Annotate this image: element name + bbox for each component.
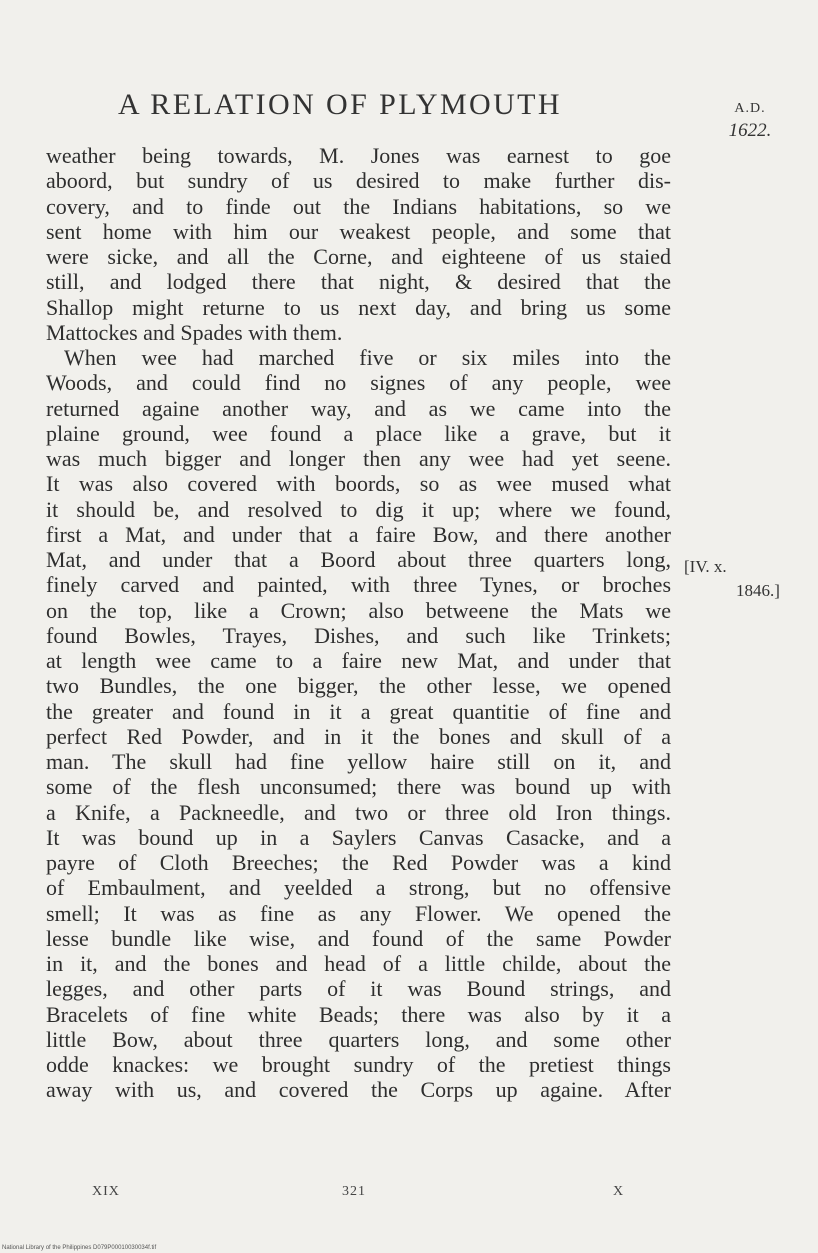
text-line: odde knackes: we brought sundry of the pretiest things	[46, 1052, 671, 1077]
text-line: the greater and found in it a great quantitie of fine and	[46, 698, 671, 724]
text-line: first a Mat, and under that a faire Bow, and there another	[46, 521, 671, 547]
signature-mark-left: XIX	[92, 1184, 120, 1199]
text-line: aboord, but sundry of us desired to make further dis-	[46, 168, 671, 194]
text-line: was much bigger and longer then any wee had yet seene.	[46, 446, 671, 471]
text-line: were sicke, and all the Corne, and eighteene of us staied	[46, 244, 671, 269]
margin-reference	[684, 555, 780, 603]
text-line: It was bound up in a Saylers Canvas Casacke, and a	[46, 824, 671, 850]
text-line: returned againe another way, and as we came into the	[46, 395, 671, 421]
running-title: A RELATION OF PLYMOUTH	[118, 88, 562, 121]
text-line: payre of Cloth Breeches; the Red Powder was a kind	[46, 850, 671, 875]
text-line: Bracelets of fine white Beads; there was also by it a	[46, 1001, 671, 1027]
margin-date	[720, 98, 780, 142]
year-label: 1622.	[728, 120, 772, 141]
text-line: sent home with him our weakest people, and some that	[46, 218, 671, 244]
text-line: on the top, like a Crown; also betweene the Mats we	[46, 597, 671, 623]
text-line: found Bowles, Trayes, Dishes, and such like Trinkets;	[46, 622, 671, 648]
text-line: Mat, and under that a Boord about three quarters long,	[46, 547, 671, 572]
text-line: Woods, and could find no signes of any people, wee	[46, 370, 671, 396]
text-line: it should be, and resolved to dig it up; where we found,	[46, 496, 671, 522]
text-line: lesse bundle like wise, and found of the same Powder	[46, 925, 671, 951]
text-line: covery, and to finde out the Indians habitations, so we	[46, 193, 671, 219]
body-text	[46, 143, 671, 1103]
text-line: Shallop might returne to us next day, and bring us some	[46, 294, 671, 320]
text-line: at length wee came to a faire new Mat, and under that	[46, 648, 671, 673]
text-line: Mattockes and Spades with them.	[46, 319, 343, 345]
text-line: perfect Red Powder, and in it the bones and skull of a	[46, 723, 671, 749]
text-line: some of the flesh unconsumed; there was bound up with	[46, 774, 671, 800]
text-line: finely carved and painted, with three Tynes, or broches	[46, 572, 671, 598]
text-line: a Knife, a Packneedle, and two or three old Iron things.	[46, 799, 671, 825]
text-line: little Bow, about three quarters long, and some other	[46, 1026, 671, 1052]
text-line: When wee had marched five or six miles into the	[64, 345, 671, 370]
text-line: still, and lodged there that night, & desired that the	[46, 269, 671, 295]
ad-label: A.D.	[734, 101, 766, 116]
text-line: of Embaulment, and yeelded a strong, but no offensive	[46, 875, 671, 901]
scan-credit: National Library of the Philippines D079P00010030034f.tif	[2, 1245, 157, 1251]
text-line: plaine ground, wee found a place like a grave, but it	[46, 420, 671, 446]
text-line: weather being towards, M. Jones was earnest to goe	[46, 143, 671, 168]
signature-mark-right: X	[613, 1184, 625, 1199]
text-line: legges, and other parts of it was Bound strings, and	[46, 976, 671, 1002]
text-line: It was also covered with boords, so as wee mused what	[46, 471, 671, 497]
text-line: smell; It was as fine as any Flower. We opened the	[46, 900, 671, 926]
margin-reference-volume: [IV. x.	[684, 557, 727, 576]
text-line: two Bundles, the one bigger, the other lesse, we opened	[46, 673, 671, 699]
text-line: man. The skull had fine yellow haire still on it, and	[46, 749, 671, 774]
text-line: in it, and the bones and head of a little childe, about the	[46, 951, 671, 976]
margin-reference-year: 1846.]	[736, 581, 780, 600]
text-line: away with us, and covered the Corps up againe. After	[46, 1077, 671, 1103]
page-number: 321	[342, 1184, 366, 1199]
